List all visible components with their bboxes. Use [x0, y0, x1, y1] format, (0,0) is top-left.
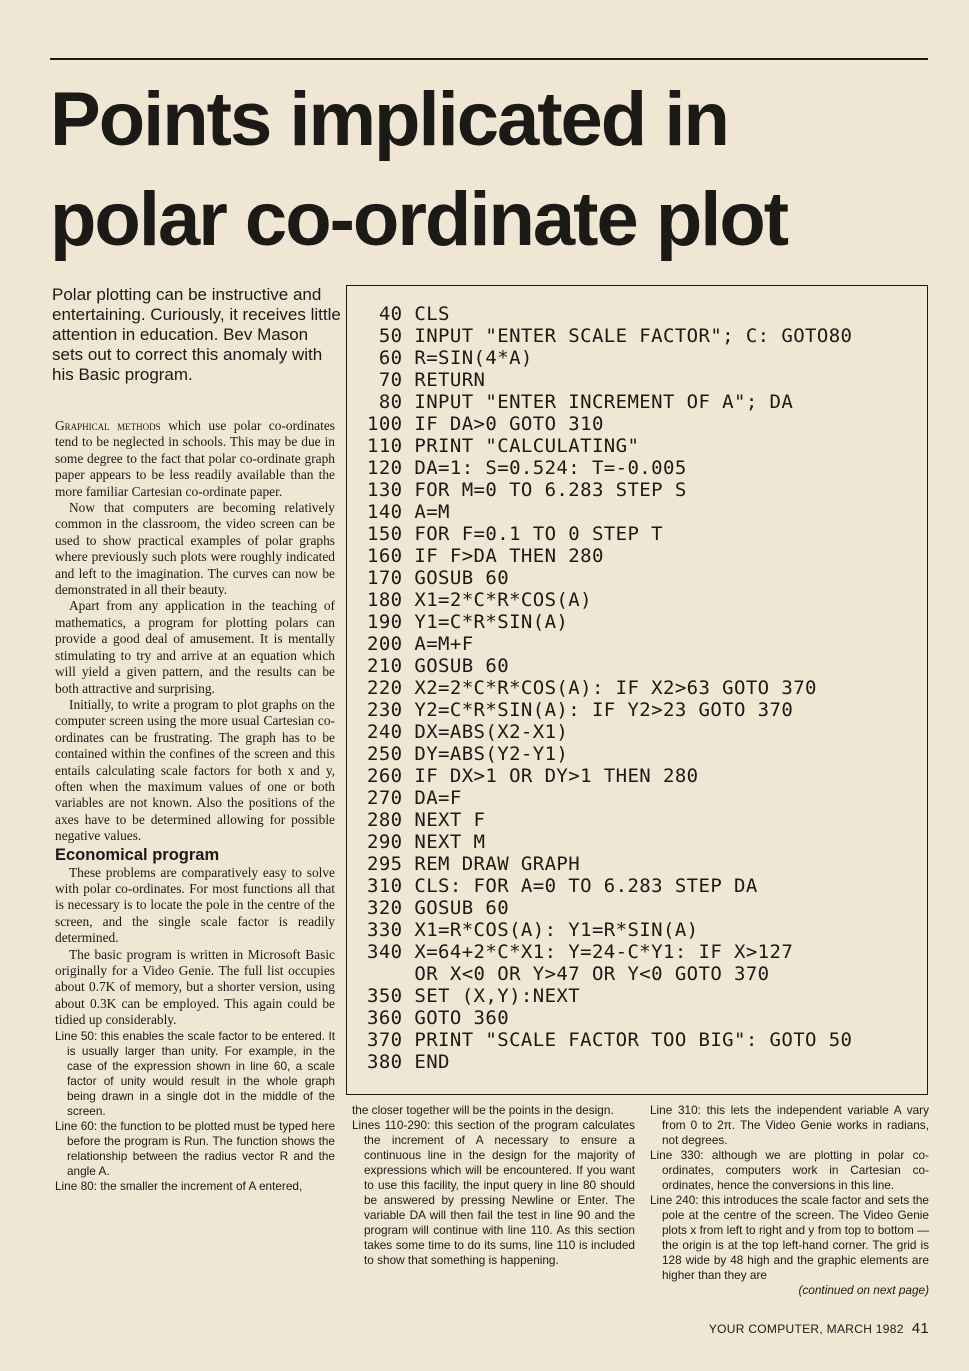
- subheading: Economical program: [55, 845, 220, 864]
- code-line: 160 IF F>DA THEN 280: [367, 545, 604, 567]
- note-label: Line 50:: [55, 1028, 98, 1043]
- note-item: [650, 1148, 929, 1193]
- code-line: 295 REM DRAW GRAPH: [367, 853, 581, 875]
- code-line: 150 FOR F=0.1 TO 0 STEP T: [367, 523, 663, 545]
- page-number: 41: [911, 1320, 929, 1337]
- paragraph-4: Initially, to write a program to plot graphs on the computer screen using the more usual Cartesian co-ordinates can be frustrating. The graph has to be contained within the confines of the screen and this entails calculating scale factors for both x and y, often when the maximum values of one or both variables are not known. Also the positions of the axes have to be determined allowing for possible negative values.: [55, 696, 335, 844]
- paragraph-2: Now that computers are becoming relatively common in the classroom, the video screen can be used to show practical examples of polar graphs where previously such plots were roughly indicated and left to the imagination. The curves can now be demonstrated in all their beauty.: [55, 500, 335, 598]
- code-line: 250 DY=ABS(Y2-Y1): [367, 743, 569, 765]
- left-column: [55, 418, 335, 1194]
- program-listing-box: [346, 285, 928, 1095]
- code-line: 270 DA=F: [367, 787, 462, 809]
- code-line: 80 INPUT "ENTER INCREMENT OF A"; DA: [367, 391, 794, 413]
- code-line: 320 GOSUB 60: [367, 897, 510, 919]
- code-line: 40 CLS: [367, 303, 450, 325]
- code-line: 290 NEXT M: [367, 831, 486, 853]
- code-line: 380 END: [367, 1051, 450, 1073]
- note-item: [352, 1118, 635, 1268]
- code-line: 130 FOR M=0 TO 6.283 STEP S: [367, 479, 687, 501]
- standfirst: Polar plotting can be instructive and entertaining. Curiously, it receives little attention in education. Bev Mason sets out to correct this anomaly with his Basic program.: [52, 285, 341, 384]
- paragraph-1-text: which use polar co-ordinates tend to be neglected in schools. This may be due in some degree to the fact that polar co-ordinate graph paper appears to be less readily available than the more familiar Cartesian co-ordinate paper.: [55, 418, 335, 499]
- note-item: [55, 1179, 335, 1194]
- lead-in: Graphical methods: [55, 418, 161, 433]
- code-line: 330 X1=R*COS(A): Y1=R*SIN(A): [367, 919, 699, 941]
- code-line: 110 PRINT "CALCULATING": [367, 435, 640, 457]
- notes-middle: [352, 1103, 635, 1268]
- note-text: this enables the scale factor to be entered. It is usually larger than unity. For example, in the case of the expression shown in line 60, a scale factor of unity would result in the whole graph being drawn in a single dot in the middle of the screen.: [67, 1028, 335, 1118]
- note-text: the smaller the increment of A entered,: [96, 1178, 303, 1193]
- paragraph-5: These problems are comparatively easy to solve with polar co-ordinates. For most functions all that is necessary is to locate the pole in the centre of the screen, and the single scale factor is readily determined.: [55, 864, 335, 946]
- note-text: although we are plotting in polar co-ordinates, computers work in Cartesian co-ordinates, hence the conversions in this line.: [662, 1148, 929, 1192]
- program-listing: [367, 303, 852, 1073]
- note-item: [55, 1029, 335, 1119]
- code-line: 310 CLS: FOR A=0 TO 6.283 STEP DA: [367, 875, 758, 897]
- article-title: [50, 70, 930, 270]
- paragraph-3: Apart from any application in the teaching of mathematics, a program for plotting polars can provide a good deal of amusement. It is mentally stimulating to try and arrive at an equation which will yield a given pattern, and the results can be both attractive and surprising.: [55, 598, 335, 696]
- note-item: [650, 1193, 929, 1283]
- code-line: 240 DX=ABS(X2-X1): [367, 721, 569, 743]
- code-line: 120 DA=1: S=0.524: T=-0.005: [367, 457, 687, 479]
- top-rule: [50, 58, 928, 60]
- paragraph-6: The basic program is written in Microsoft Basic originally for a Video Genie. The full list occupies about 0.7K of memory, but a shorter version, using about 0.3K can be employed. This again could be tidied up considerably.: [55, 946, 335, 1028]
- code-line: 210 GOSUB 60: [367, 655, 510, 677]
- code-line: 140 A=M: [367, 501, 450, 523]
- code-line: 70 RETURN: [367, 369, 486, 391]
- page-footer: [709, 1320, 929, 1337]
- note-text: this section of the program calculates the increment of A necessary to ensure a continuous line in the design for the majority of expressions which will be encountered. If you want to use this facility, the input query in line 80 should be answered by pressing Newline or Enter. The variable DA will then fail the test in line 90 and the program will continue with line 110. As this section takes some time to do its sums, line 110 is included to show that something is happening.: [364, 1118, 635, 1267]
- code-line: 50 INPUT "ENTER SCALE FACTOR"; C: GOTO80: [367, 325, 853, 347]
- code-line: 350 SET (X,Y):NEXT: [367, 985, 581, 1007]
- code-line: 340 X=64+2*C*X1: Y=24-C*Y1: IF X>127: [367, 941, 794, 963]
- code-line: 60 R=SIN(4*A): [367, 347, 533, 369]
- code-line: 220 X2=2*C*R*COS(A): IF X2>63 GOTO 370: [367, 677, 817, 699]
- code-line: 180 X1=2*C*R*COS(A): [367, 589, 592, 611]
- note-item: [55, 1119, 335, 1179]
- code-line: 190 Y1=C*R*SIN(A): [367, 611, 569, 633]
- code-line: 100 IF DA>0 GOTO 310: [367, 413, 604, 435]
- note-label: Line 240:: [650, 1193, 699, 1207]
- note-item: [352, 1103, 635, 1118]
- note-label: Line 60:: [55, 1118, 98, 1133]
- note-label: Lines 110-290:: [352, 1118, 431, 1132]
- right-column: [650, 1103, 929, 1298]
- note-item: [650, 1103, 929, 1148]
- note-label: Line 310:: [650, 1103, 701, 1117]
- continued-note: (continued on next page): [798, 1283, 929, 1297]
- code-line: 230 Y2=C*R*SIN(A): IF Y2>23 GOTO 370: [367, 699, 794, 721]
- note-label: Line 330:: [650, 1148, 704, 1162]
- notes-left: [55, 1029, 335, 1194]
- note-text: this introduces the scale factor and sets the pole at the centre of the screen. The Video Genie plots x from left to right and y from top to bottom — the origin is at the top left-hand corner. The grid is 128 wide by 48 high and the graphic elements are higher than they are: [662, 1193, 929, 1282]
- code-line: 200 A=M+F: [367, 633, 474, 655]
- notes-right: [650, 1103, 929, 1283]
- code-line: 360 GOTO 360: [367, 1007, 510, 1029]
- code-line: 280 NEXT F: [367, 809, 486, 831]
- code-line: OR X<0 OR Y>47 OR Y<0 GOTO 370: [367, 963, 770, 985]
- title-line-2: polar co-ordinate plot: [50, 177, 788, 262]
- note-text: the closer together will be the points in the design.: [352, 1103, 614, 1117]
- publication-line: YOUR COMPUTER, MARCH 1982: [708, 1322, 904, 1336]
- note-text: this lets the independent variable A vary from 0 to 2π. The Video Genie works in radians, not degrees.: [662, 1103, 929, 1147]
- code-line: 170 GOSUB 60: [367, 567, 510, 589]
- note-label: Line 80:: [55, 1178, 97, 1193]
- code-line: 370 PRINT "SCALE FACTOR TOO BIG": GOTO 50: [367, 1029, 853, 1051]
- title-line-1: Points implicated in: [50, 77, 728, 162]
- paragraph-1: [55, 418, 335, 500]
- code-line: 260 IF DX>1 OR DY>1 THEN 280: [367, 765, 699, 787]
- note-text: the function to be plotted must be typed here before the program is Run. The function shows the relationship between the radius vector R and the angle A.: [67, 1118, 335, 1178]
